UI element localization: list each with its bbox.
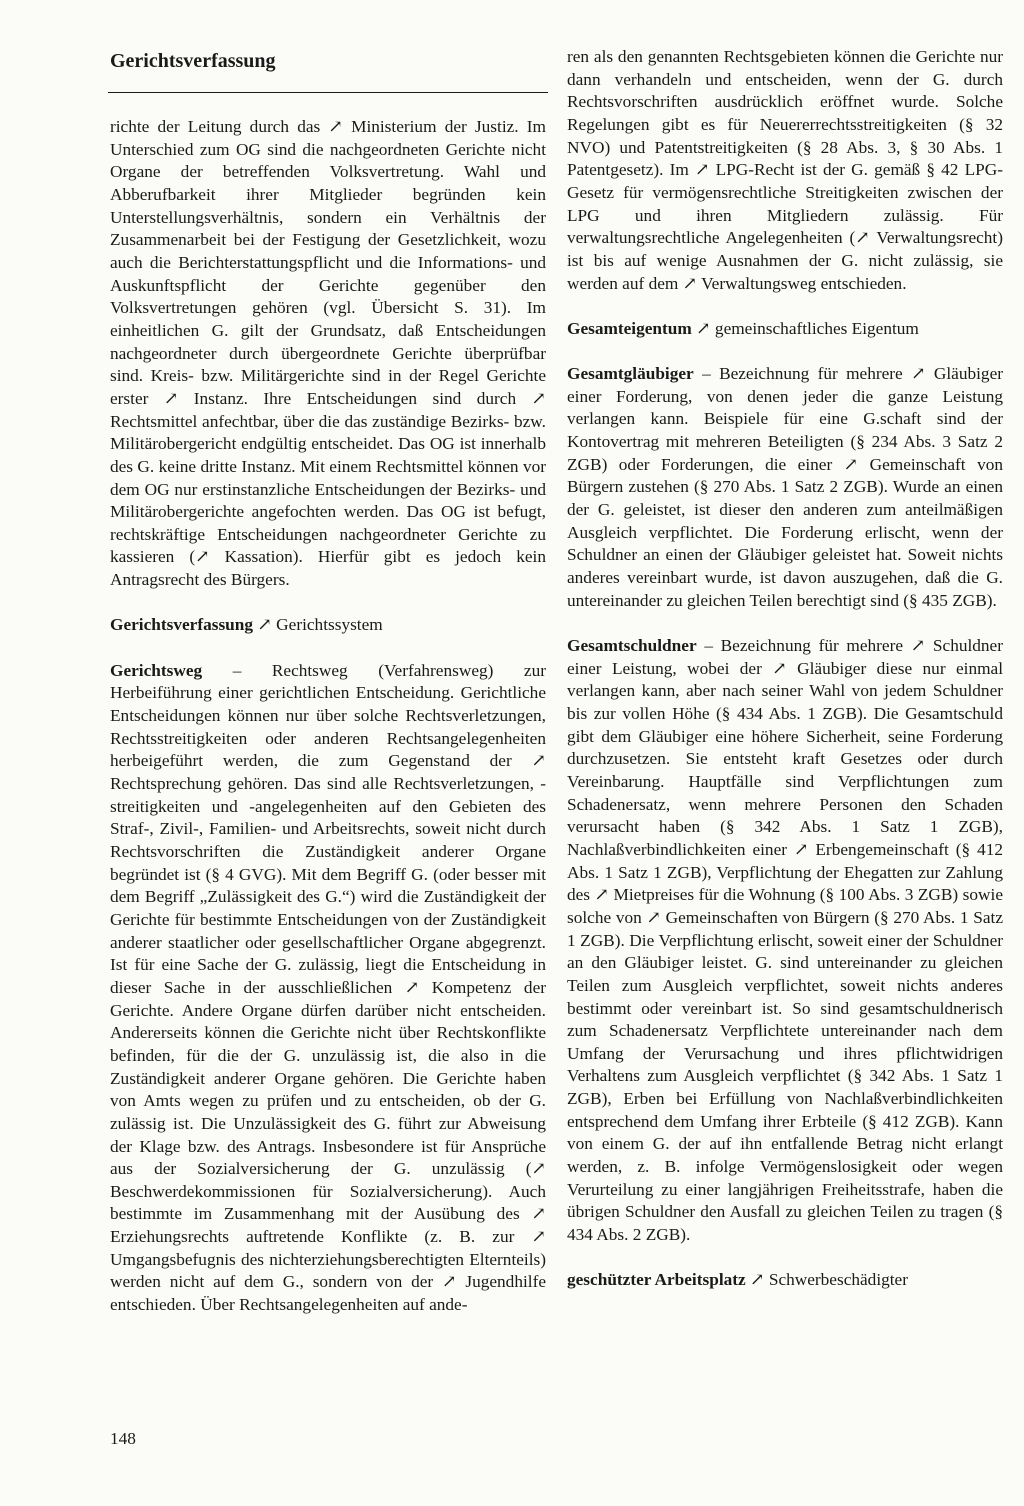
- entry-text: ↗ Gerichtssystem: [257, 615, 383, 635]
- entry-term: Gerichtsweg: [110, 660, 203, 680]
- entry-term: Gerichtsverfassung: [110, 615, 254, 635]
- entry-term: Gesamtgläubiger: [567, 364, 694, 384]
- entry-gesamtglaeubiger: [567, 363, 1003, 612]
- entry-gerichtsverfassung: [110, 614, 546, 637]
- right-column: [567, 46, 1003, 1292]
- paragraph-text: ren als den genannten Rechtsgebieten können die Gerichte nur dann verhandeln und entscheiden, wenn der G. durch Rechtsvorschriften ausdrücklich eröffnet wurde. Solche Regelungen gibt es für Neuererrechtsstreitigkeiten (§ 32 NVO) und Patentstreitigkeiten (§ 28 Abs. 3, § 30 Abs. 1 Patentgesetz). Im ↗ LPG-Recht ist der G. gemäß § 42 LPG-Gesetz für vermögensrechtliche Streitigkeiten zwischen der LPG und ihren Mitgliedern zulässig. Für verwaltungsrechtliche Angelegenheiten (↗ Verwaltungsrecht) ist bis auf wenige Ausnahmen der G. nicht zulässig, sie werden auf dem ↗ Verwaltungsweg entschieden.: [567, 47, 1003, 293]
- entry-text: – Bezeichnung für mehrere ↗ Gläubiger einer Forderung, von denen jeder die ganze Leistung verlangen kann. Beispiele für eine G.schaft sind der Kontovertrag mit mehreren Beteiligten (§ 234 Abs. 3 Satz 2 ZGB) oder Forderungen, die einer ↗ Gemeinschaft von Bürgern zustehen (§ 270 Abs. 1 Satz 2 ZGB). Wurde an einen der G. geleistet, ist dieser den anderen zum anteilmäßigen Ausgleich verpflichtet. Die Forderung erlischt, wenn der Schuldner an einen der Gläubiger geleistet hat. Soweit nichts anderes vereinbart wurde, ist davon auszugehen, daß die G. untereinander zu gleichen Teilen berechtigt sind (§ 435 ZGB).: [567, 364, 1003, 610]
- entry-text: ↗ gemeinschaftliches Eigentum: [696, 318, 919, 338]
- entry-term: Gesamtschuldner: [567, 636, 697, 656]
- entry-term: Gesamteigentum: [567, 318, 692, 338]
- entry-gerichtsweg: [110, 660, 546, 1317]
- left-column: [110, 116, 546, 1317]
- page-number: 148: [110, 1429, 136, 1448]
- running-head: Gerichtsverfassung: [110, 50, 276, 72]
- entry-term: geschützter Arbeitsplatz: [567, 1270, 746, 1290]
- entry-text: ↗ Schwerbeschädigter: [750, 1270, 908, 1290]
- entry-text: – Rechtsweg (Verfahrensweg) zur Herbeiführung einer gerichtlichen Entscheidung. Gerichtliche Entscheidungen können nur über solche Rechtsverletzungen, Rechtsstreitigkeiten oder anderen Rechtsangelegenheiten herbeigeführt werden, die zum Gegenstand der ↗ Rechtsprechung gehören. Das sind alle Rechtsverletzungen, -streitigkeiten und -angelegenheiten auf den Gebieten des Straf-, Zivil-, Familien- und Arbeitsrechts, soweit nicht durch Rechtsvorschriften die Zuständigkeit anderer Organe begründet ist (§ 4 GVG). Mit dem Begriff G. (oder besser mit dem Begriff „Zulässigkeit des G.“) wird die Zuständigkeit der Gerichte für bestimmte Entscheidungen von der Zuständigkeit anderer staatlicher oder gesellschaftlicher Organe abgegrenzt. Ist für eine Sache der G. zulässig, liegt die Entscheidung in dieser Sache in der ausschließlichen ↗ Kompetenz der Gerichte. Andere Organe dürfen darüber nicht entscheiden. Andererseits können die Gerichte nicht über Rechtskonflikte befinden, für die der G. unzulässig ist, die also in die Zuständigkeit anderer Organe gehören. Die Gerichte haben von Amts wegen zu prüfen und zu entscheiden, ob der G. zulässig ist. Die Unzulässigkeit des G. führt zur Abweisung der Klage bzw. des Antrags. Insbesondere ist für Ansprüche aus der Sozialversicherung der G. unzulässig (↗ Beschwerdekommissionen für Sozialversicherung). Auch bestimmte im Zusammenhang mit der Ausübung des ↗ Erziehungsrechts auftretende Konflikte (z. B. zur ↗ Umgangsbefugnis des nichterziehungsberechtigten Elternteils) werden nicht auf dem G., sondern von der ↗ Jugendhilfe entschieden. Über Rechtsangelegenheiten auf ande-: [110, 660, 546, 1315]
- entry-gesamtschuldner: [567, 635, 1003, 1247]
- entry-text: – Bezeichnung für mehrere ↗ Schuldner einer Leistung, wobei der ↗ Gläubiger diese nur einmal verlangen kann, aber nach seiner Wahl von jedem Schuldner bis zur vollen Höhe (§ 434 Abs. 1 ZGB). Die Gesamtschuld gibt dem Gläubiger eine höhere Sicherheit, seine Forderung durchzusetzen. Sie entsteht kraft Gesetzes oder durch Vereinbarung. Hauptfälle sind Verpflichtungen zum Schadenersatz, wenn mehrere Personen den Schaden verursacht haben (§ 342 Abs. 1 Satz 1 ZGB), Nachlaßverbindlichkeiten einer ↗ Erbengemeinschaft (§ 412 Abs. 1 Satz 1 ZGB), Verpflichtung der Ehegatten zur Zahlung des ↗ Mietpreises für die Wohnung (§ 100 Abs. 3 ZGB) sowie solche von ↗ Gemeinschaften von Bürgern (§ 270 Abs. 1 Satz 1 ZGB). Die Verpflichtung erlischt, soweit einer der Schuldner an den Gläubiger leistet. G. sind untereinander zu gleichen Teilen zum Ausgleich verpflichtet, soweit nichts anderes bestimmt oder vereinbart ist. So sind gesamtschuldnerisch zum Schadenersatz Verpflichtete untereinander nach dem Umfang der Verursachung und ihres pflichtwidrigen Verhaltens zum Ausgleich verpflichtet (§ 342 Abs. 1 Satz 1 ZGB), Erben bei Erfüllung von Nachlaßverbindlichkeiten entsprechend dem Umfang ihrer Erbteile (§ 412 ZGB). Kann von einem G. der auf ihn entfallende Betrag nicht erlangt werden, z. B. infolge Vermögenslosigkeit oder wegen Verurteilung zu einer langjährigen Freiheitsstrafe, haben die übrigen Schuldner den Ausfall zu gleichen Teilen zu tragen (§ 434 Abs. 2 ZGB).: [567, 636, 1003, 1245]
- continued-paragraph: [110, 116, 546, 592]
- entry-geschuetzter-arbeitsplatz: [567, 1269, 1003, 1292]
- entry-gesamteigentum: [567, 318, 1003, 341]
- paragraph-text: richte der Leitung durch das ↗ Ministerium der Justiz. Im Unterschied zum OG sind die nachgeordneten Gerichte nicht Organe der betreffenden Volksvertretung. Wahl und Abberufbarkeit ihrer Mitglieder begründen kein Unterstellungsverhältnis, sondern ein Verhältnis der Zusammenarbeit bei der Festigung der Gesetzlichkeit, wozu auch die Berichterstattungspflicht und die Informations- und Auskunftspflicht der Gerichte gegenüber den Volksvertretungen gehören (vgl. Übersicht S. 31). Im einheitlichen G. gilt der Grundsatz, daß Entscheidungen nachgeordneter durch übergeordnete Gerichte überprüfbar sind. Kreis- bzw. Militärgerichte sind in der Regel Gerichte erster ↗ Instanz. Ihre Entscheidungen sind durch ↗ Rechtsmittel anfechtbar, über die das zuständige Bezirks- bzw. Militärobergericht endgültig entscheidet. Das OG ist innerhalb des G. keine dritte Instanz. Mit einem Rechtsmittel können vor dem OG nur erstinstanzliche Entscheidungen der Bezirks- und Militärobergerichte angefochten werden. Das OG ist befugt, rechtskräftige Entscheidungen nachgeordneter Gerichte zu kassieren (↗ Kassation). Hierfür gibt es jedoch kein Antragsrecht des Bürgers.: [110, 117, 546, 590]
- header-rule: [108, 92, 548, 93]
- continued-paragraph: [567, 46, 1003, 295]
